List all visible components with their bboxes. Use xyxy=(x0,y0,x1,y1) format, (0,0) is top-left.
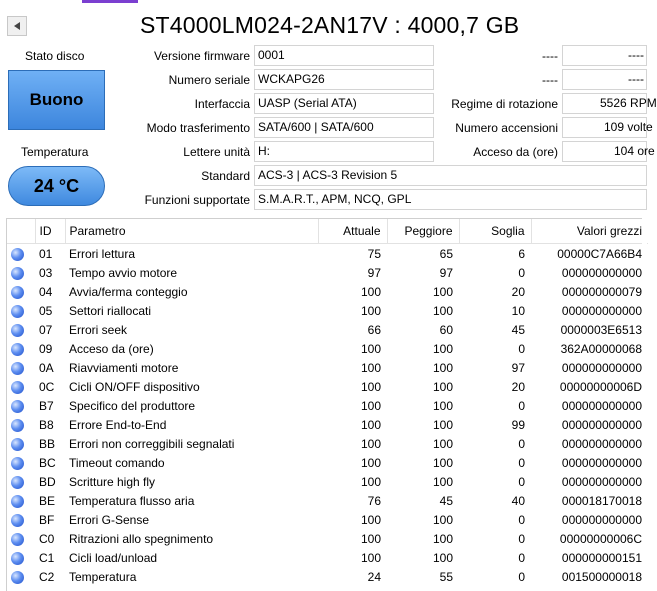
status-cell xyxy=(7,434,35,453)
table-row[interactable] xyxy=(7,282,648,301)
status-dot-icon xyxy=(11,457,24,470)
attr-worst: 100 xyxy=(432,360,453,375)
attr-name: Errori non correggibili segnalati xyxy=(69,436,235,451)
status-dot-icon xyxy=(11,495,24,508)
status-dot-icon xyxy=(11,305,24,318)
status-dot-icon xyxy=(11,324,24,337)
firmware-field[interactable]: 0001 xyxy=(254,45,434,66)
attr-threshold: 0 xyxy=(518,512,525,527)
status-dot-icon xyxy=(11,571,24,584)
attr-raw-value: 000000000151 xyxy=(561,550,642,565)
attr-id: C2 xyxy=(39,569,55,584)
attr-name: Riavviamenti motore xyxy=(69,360,179,375)
attr-name: Errore End-to-End xyxy=(69,417,167,432)
status-dot-icon xyxy=(11,438,24,451)
interface-label: Interfaccia xyxy=(194,97,250,111)
attr-worst: 60 xyxy=(439,322,453,337)
attr-name: Settori riallocati xyxy=(69,303,152,318)
status-dot-icon xyxy=(11,343,24,356)
attr-id: C1 xyxy=(39,550,55,565)
attr-threshold: 99 xyxy=(511,417,525,432)
attr-threshold: 20 xyxy=(511,284,525,299)
header-worst[interactable]: Peggiore xyxy=(387,219,459,244)
header-status[interactable] xyxy=(7,219,35,244)
attr-threshold: 0 xyxy=(518,436,525,451)
status-dot-icon xyxy=(11,419,24,432)
status-cell xyxy=(7,415,35,434)
attr-current: 100 xyxy=(360,455,381,470)
status-cell xyxy=(7,453,35,472)
temperature-badge[interactable]: 24 °C xyxy=(8,166,105,206)
table-row[interactable] xyxy=(7,472,648,491)
attr-worst: 97 xyxy=(439,265,453,280)
header-raw-values[interactable]: Valori grezzi xyxy=(531,219,648,244)
attr-threshold: 0 xyxy=(518,265,525,280)
attr-id: BD xyxy=(39,474,56,489)
attr-current: 100 xyxy=(360,341,381,356)
attr-current: 66 xyxy=(367,322,381,337)
attr-worst: 100 xyxy=(432,512,453,527)
interface-field[interactable]: UASP (Serial ATA) xyxy=(254,93,434,114)
top-tab-strip xyxy=(0,0,647,6)
attr-worst: 100 xyxy=(432,455,453,470)
status-dot-icon xyxy=(11,362,24,375)
attr-current: 100 xyxy=(360,417,381,432)
table-row[interactable] xyxy=(7,491,648,510)
status-cell xyxy=(7,510,35,529)
status-cell xyxy=(7,567,35,586)
rotation-rate-label: Regime di rotazione xyxy=(451,97,558,111)
status-dot-icon xyxy=(11,514,24,527)
attr-worst: 100 xyxy=(432,531,453,546)
table-row[interactable] xyxy=(7,377,648,396)
table-row[interactable] xyxy=(7,529,648,548)
attr-current: 100 xyxy=(360,398,381,413)
header-threshold[interactable]: Soglia xyxy=(459,219,531,244)
header-current[interactable]: Attuale xyxy=(318,219,387,244)
attr-raw-value: 000000000000 xyxy=(561,455,642,470)
attr-worst: 65 xyxy=(439,246,453,261)
table-row[interactable] xyxy=(7,301,648,320)
unused-field-2[interactable]: ---- xyxy=(562,69,647,90)
attr-id: B8 xyxy=(39,417,54,432)
health-status-label: Stato disco xyxy=(25,49,85,63)
attr-worst: 100 xyxy=(432,398,453,413)
status-cell xyxy=(7,396,35,415)
attr-raw-value: 000000000000 xyxy=(561,303,642,318)
status-dot-icon xyxy=(11,286,24,299)
attr-raw-value: 001500000018 xyxy=(561,569,642,584)
table-row[interactable] xyxy=(7,548,648,567)
disk-title: ST4000LM024-2AN17V : 4000,7 GB xyxy=(140,12,520,38)
attr-worst: 55 xyxy=(439,569,453,584)
status-cell xyxy=(7,244,35,264)
attr-threshold: 0 xyxy=(518,398,525,413)
table-row[interactable] xyxy=(7,320,648,339)
attr-current: 100 xyxy=(360,436,381,451)
attr-name: Specifico del produttore xyxy=(69,398,196,413)
status-cell xyxy=(7,339,35,358)
attr-name: Errori seek xyxy=(69,322,128,337)
attr-raw-value: 000000000000 xyxy=(561,398,642,413)
status-cell xyxy=(7,282,35,301)
attr-name: Avvia/ferma conteggio xyxy=(69,284,188,299)
status-dot-icon xyxy=(11,267,24,280)
attr-name: Cicli load/unload xyxy=(69,550,158,565)
features-label: Funzioni supportate xyxy=(144,193,250,207)
status-cell xyxy=(7,529,35,548)
attr-raw-value: 00000C7A66B4 xyxy=(557,246,642,261)
status-dot-icon xyxy=(11,533,24,546)
attr-name: Scritture high fly xyxy=(69,474,156,489)
attr-threshold: 0 xyxy=(518,569,525,584)
attr-current: 100 xyxy=(360,531,381,546)
attr-worst: 100 xyxy=(432,284,453,299)
attr-name: Temperatura xyxy=(69,569,137,584)
attr-name: Timeout comando xyxy=(69,455,165,470)
attr-raw-value: 000000000000 xyxy=(561,360,642,375)
status-cell xyxy=(7,377,35,396)
attr-worst: 100 xyxy=(432,341,453,356)
standard-field[interactable]: ACS-3 | ACS-3 Revision 5 xyxy=(254,165,647,186)
table-row[interactable] xyxy=(7,339,648,358)
attr-id: B7 xyxy=(39,398,54,413)
attr-raw-value: 000000000000 xyxy=(561,474,642,489)
attr-id: 01 xyxy=(39,246,53,261)
attr-threshold: 0 xyxy=(518,341,525,356)
attr-worst: 45 xyxy=(439,493,453,508)
attr-raw-value: 00000000006D xyxy=(559,379,642,394)
attr-raw-value: 362A00000068 xyxy=(560,341,642,356)
table-header-row xyxy=(7,219,648,244)
attr-id: BC xyxy=(39,455,56,470)
serial-field[interactable]: WCKAPG26 xyxy=(254,69,434,90)
drive-letters-field[interactable]: H: xyxy=(254,141,434,162)
status-cell xyxy=(7,263,35,282)
attr-current: 75 xyxy=(367,246,381,261)
status-dot-icon xyxy=(11,400,24,413)
power-on-hours-label: Acceso da (ore) xyxy=(473,145,558,159)
triangle-left-icon xyxy=(12,21,22,31)
attr-name: Errori G-Sense xyxy=(69,512,150,527)
smart-attributes-table[interactable] xyxy=(6,218,647,591)
attr-raw-value: 000000000000 xyxy=(561,436,642,451)
attr-threshold: 40 xyxy=(511,493,525,508)
attr-current: 76 xyxy=(367,493,381,508)
attr-threshold: 0 xyxy=(518,474,525,489)
attr-threshold: 10 xyxy=(511,303,525,318)
attr-worst: 100 xyxy=(432,417,453,432)
attr-id: 05 xyxy=(39,303,53,318)
status-cell xyxy=(7,472,35,491)
transfer-mode-field[interactable]: SATA/600 | SATA/600 xyxy=(254,117,434,138)
attr-name: Ritrazioni allo spegnimento xyxy=(69,531,214,546)
status-cell xyxy=(7,320,35,339)
header-id[interactable]: ID xyxy=(35,219,65,244)
attr-threshold: 97 xyxy=(511,360,525,375)
attr-current: 100 xyxy=(360,303,381,318)
temperature-label: Temperatura xyxy=(21,145,89,159)
attr-worst: 100 xyxy=(432,474,453,489)
attr-id: 09 xyxy=(39,341,53,356)
table-scrollbar[interactable] xyxy=(642,218,647,591)
attr-name: Acceso da (ore) xyxy=(69,341,154,356)
attr-worst: 100 xyxy=(432,550,453,565)
attr-name: Temperatura flusso aria xyxy=(69,493,195,508)
attr-id: 04 xyxy=(39,284,53,299)
info-labels xyxy=(140,48,250,218)
status-dot-icon xyxy=(11,381,24,394)
attr-id: BE xyxy=(39,493,56,508)
transfer-mode-label: Modo trasferimento xyxy=(146,121,250,135)
unused-field-1[interactable]: ---- xyxy=(562,45,647,66)
attr-worst: 100 xyxy=(432,379,453,394)
previous-disk-button[interactable] xyxy=(7,16,27,36)
attr-id: C0 xyxy=(39,531,55,546)
attr-threshold: 20 xyxy=(511,379,525,394)
attr-threshold: 0 xyxy=(518,550,525,565)
attr-name: Cicli ON/OFF dispositivo xyxy=(69,379,200,394)
table-row[interactable] xyxy=(7,415,648,434)
attr-raw-value: 000000000000 xyxy=(561,265,642,280)
attr-current: 24 xyxy=(367,569,381,584)
attr-worst: 100 xyxy=(432,436,453,451)
status-dot-icon xyxy=(11,552,24,565)
attr-raw-value: 000000000000 xyxy=(561,512,642,527)
table-row[interactable] xyxy=(7,567,648,586)
status-dot-icon xyxy=(11,248,24,261)
attr-threshold: 0 xyxy=(518,455,525,470)
right-info-labels xyxy=(440,48,558,168)
attr-threshold: 45 xyxy=(511,322,525,337)
standard-label: Standard xyxy=(201,169,250,183)
health-status-badge[interactable]: Buono xyxy=(8,70,105,130)
serial-label: Numero seriale xyxy=(168,73,250,87)
table-row[interactable] xyxy=(7,396,648,415)
attr-name: Errori lettura xyxy=(69,246,136,261)
attr-current: 100 xyxy=(360,379,381,394)
active-disk-tab-indicator[interactable] xyxy=(82,0,138,3)
attr-raw-value: 000000000000 xyxy=(561,417,642,432)
features-field[interactable]: S.M.A.R.T., APM, NCQ, GPL xyxy=(254,189,647,210)
unused-label-1: ---- xyxy=(542,49,558,63)
attr-current: 100 xyxy=(360,474,381,489)
attr-current: 97 xyxy=(367,265,381,280)
table-row[interactable] xyxy=(7,244,648,264)
status-cell xyxy=(7,491,35,510)
status-dot-icon xyxy=(11,476,24,489)
attr-id: 0A xyxy=(39,360,54,375)
status-cell xyxy=(7,301,35,320)
attr-threshold: 0 xyxy=(518,531,525,546)
attr-threshold: 6 xyxy=(518,246,525,261)
attr-name: Tempo avvio motore xyxy=(69,265,178,280)
status-cell xyxy=(7,358,35,377)
power-on-hours-field[interactable]: 104 ore xyxy=(562,141,647,162)
attr-id: 03 xyxy=(39,265,53,280)
attr-raw-value: 000000000079 xyxy=(561,284,642,299)
power-on-count-label: Numero accensioni xyxy=(455,121,558,135)
attr-current: 100 xyxy=(360,512,381,527)
attr-id: 07 xyxy=(39,322,53,337)
header-parameter[interactable]: Parametro xyxy=(65,219,318,244)
attr-id: 0C xyxy=(39,379,55,394)
drive-letters-label: Lettere unità xyxy=(183,145,250,159)
table-row[interactable] xyxy=(7,434,648,453)
attr-raw-value: 00000000006C xyxy=(559,531,642,546)
attr-raw-value: 000018170018 xyxy=(561,493,642,508)
table-row[interactable] xyxy=(7,358,648,377)
table-row[interactable] xyxy=(7,510,648,529)
status-cell xyxy=(7,548,35,567)
attr-id: BF xyxy=(39,512,55,527)
attr-current: 100 xyxy=(360,284,381,299)
table-row[interactable] xyxy=(7,453,648,472)
firmware-label: Versione firmware xyxy=(153,49,250,63)
attr-id: BB xyxy=(39,436,56,451)
table-row[interactable] xyxy=(7,263,648,282)
attr-worst: 100 xyxy=(432,303,453,318)
attr-current: 100 xyxy=(360,360,381,375)
rotation-rate-field[interactable]: 5526 RPM xyxy=(562,93,647,114)
unused-label-2: ---- xyxy=(542,73,558,87)
power-on-count-field[interactable]: 109 volte xyxy=(562,117,647,138)
attr-raw-value: 0000003E6513 xyxy=(560,322,642,337)
attr-current: 100 xyxy=(360,550,381,565)
